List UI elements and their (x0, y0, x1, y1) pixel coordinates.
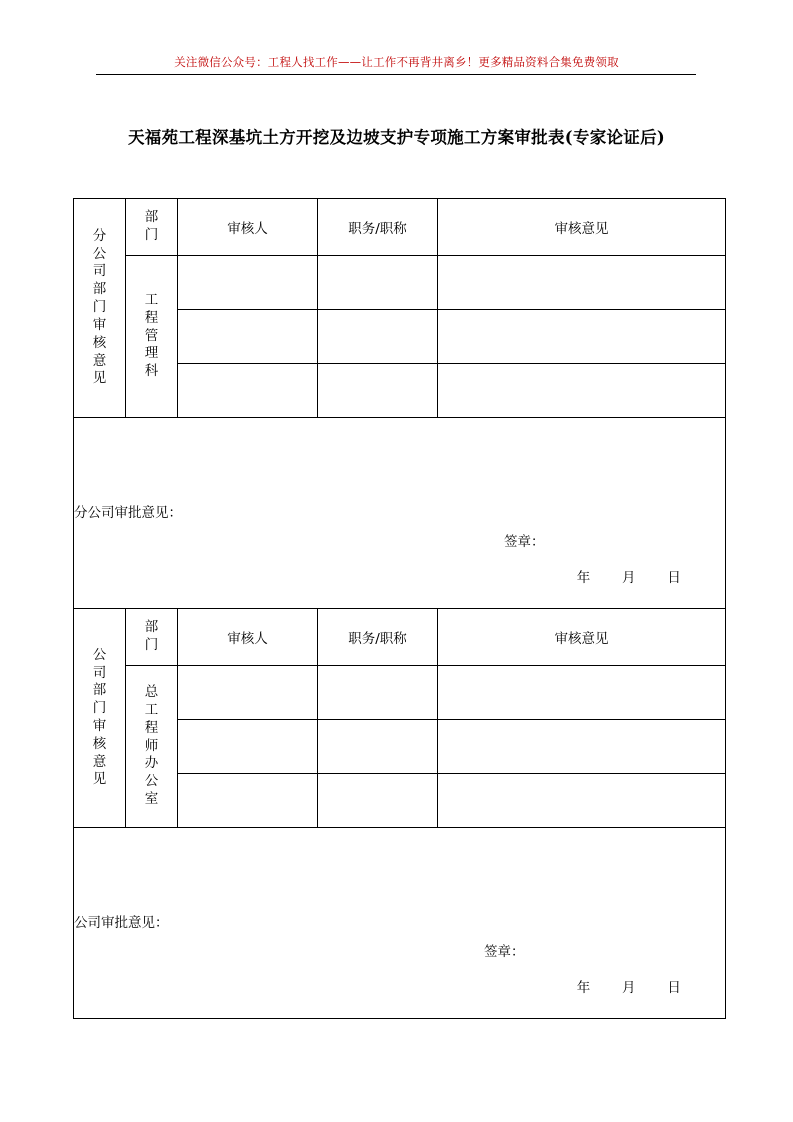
table-row (74, 666, 726, 720)
section1-cell-position-2[interactable] (318, 310, 438, 364)
section2-cell-position-2[interactable] (318, 720, 438, 774)
section2-dept-header (126, 609, 178, 666)
section1-cell-reviewer-2[interactable] (178, 310, 318, 364)
table-row (74, 199, 726, 256)
section1-col-opinion: 审核意见 (438, 199, 726, 256)
section2-col-position: 职务/职称 (318, 609, 438, 666)
header-divider (96, 74, 696, 75)
section1-label-c4: 部 (92, 281, 107, 298)
section1-label-c6: 审 (92, 316, 107, 333)
section2-cell-opinion-3[interactable] (438, 774, 726, 828)
section1-cell-opinion-2[interactable] (438, 310, 726, 364)
branch-approval-cell[interactable] (74, 418, 726, 609)
company-approval-date-year: 年 (576, 980, 592, 996)
branch-approval-date-month: 月 (622, 570, 637, 586)
section2-label-c7: 意 (92, 753, 107, 770)
section1-cell-reviewer-3[interactable] (178, 364, 318, 418)
section1-label-c9: 见 (92, 370, 107, 387)
branch-approval-date-year: 年 (576, 570, 592, 586)
section2-dept-c5: 办 (144, 755, 159, 772)
section1-label-c5: 门 (92, 299, 107, 316)
section1-label-c2: 公 (92, 245, 107, 262)
section2-cell-reviewer-3[interactable] (178, 774, 318, 828)
section1-dept-header-c2: 门 (144, 227, 159, 243)
section1-label-c1: 分 (92, 227, 107, 244)
section1-label-c3: 司 (92, 263, 107, 280)
approval-form-table (73, 198, 726, 1019)
section2-dept-header-c1: 部 (144, 619, 159, 636)
section1-dept-c5: 科 (144, 363, 159, 380)
table-row (74, 609, 726, 666)
section2-cell-reviewer-1[interactable] (178, 666, 318, 720)
section2-col-reviewer: 审核人 (178, 609, 318, 666)
section2-label-c3: 部 (92, 682, 107, 699)
section2-dept-header-c2: 门 (144, 637, 159, 653)
branch-approval-date (564, 566, 695, 586)
section1-dept-c3: 管 (144, 327, 159, 344)
section2-label-c1: 公 (92, 646, 107, 663)
table-row (74, 828, 726, 1019)
section1-dept-c2: 程 (144, 309, 159, 326)
branch-approval-signature-label: 签章： (504, 534, 545, 550)
branch-approval-label: 分公司审批意见： (74, 504, 182, 521)
section2-row-label (74, 609, 126, 828)
section2-label-c4: 门 (92, 700, 107, 717)
section1-dept-value (126, 256, 178, 418)
section2-dept-c4: 师 (144, 737, 159, 754)
section1-col-position: 职务/职称 (318, 199, 438, 256)
section1-cell-opinion-3[interactable] (438, 364, 726, 418)
company-approval-date-month: 月 (622, 980, 637, 996)
section2-label-c6: 核 (92, 735, 107, 752)
section2-label-c2: 司 (92, 664, 107, 681)
company-approval-cell[interactable] (74, 828, 726, 1019)
section1-cell-position-1[interactable] (318, 256, 438, 310)
section1-dept-c1: 工 (144, 291, 159, 308)
section2-dept-c6: 公 (144, 773, 159, 790)
section2-dept-c3: 程 (144, 719, 159, 736)
section2-dept-c7: 室 (144, 791, 159, 808)
section1-dept-c4: 理 (144, 345, 159, 362)
branch-approval-date-day: 日 (667, 570, 682, 586)
section2-cell-reviewer-2[interactable] (178, 720, 318, 774)
section1-dept-header (126, 199, 178, 256)
section1-cell-position-3[interactable] (318, 364, 438, 418)
section2-cell-position-3[interactable] (318, 774, 438, 828)
company-approval-label: 公司审批意见： (74, 914, 169, 931)
section2-dept-c2: 工 (144, 701, 159, 718)
section2-cell-position-1[interactable] (318, 666, 438, 720)
section1-label-c7: 核 (92, 334, 107, 351)
section1-dept-header-c1: 部 (144, 209, 159, 226)
section2-cell-opinion-2[interactable] (438, 720, 726, 774)
section1-cell-opinion-1[interactable] (438, 256, 726, 310)
watermark-text: 关注微信公众号：工程人找工作——让工作不再背井离乡！更多精品资料合集免费领取 (174, 55, 619, 69)
section1-cell-reviewer-1[interactable] (178, 256, 318, 310)
section1-col-reviewer: 审核人 (178, 199, 318, 256)
page-title: 天福苑工程深基坑土方开挖及边坡支护专项施工方案审批表(专家论证后) (127, 128, 665, 147)
company-approval-signature-label: 签章： (484, 944, 525, 960)
section2-cell-opinion-1[interactable] (438, 666, 726, 720)
section2-dept-c1: 总 (144, 684, 159, 701)
section1-row-label (74, 199, 126, 418)
company-approval-date-day: 日 (667, 980, 682, 996)
section2-label-c8: 见 (92, 771, 107, 788)
company-approval-date (564, 976, 695, 996)
section1-label-c8: 意 (92, 352, 107, 369)
section2-col-opinion: 审核意见 (438, 609, 726, 666)
section2-label-c5: 审 (92, 718, 107, 734)
table-row (74, 418, 726, 609)
table-row (74, 256, 726, 310)
section2-dept-value (126, 666, 178, 828)
